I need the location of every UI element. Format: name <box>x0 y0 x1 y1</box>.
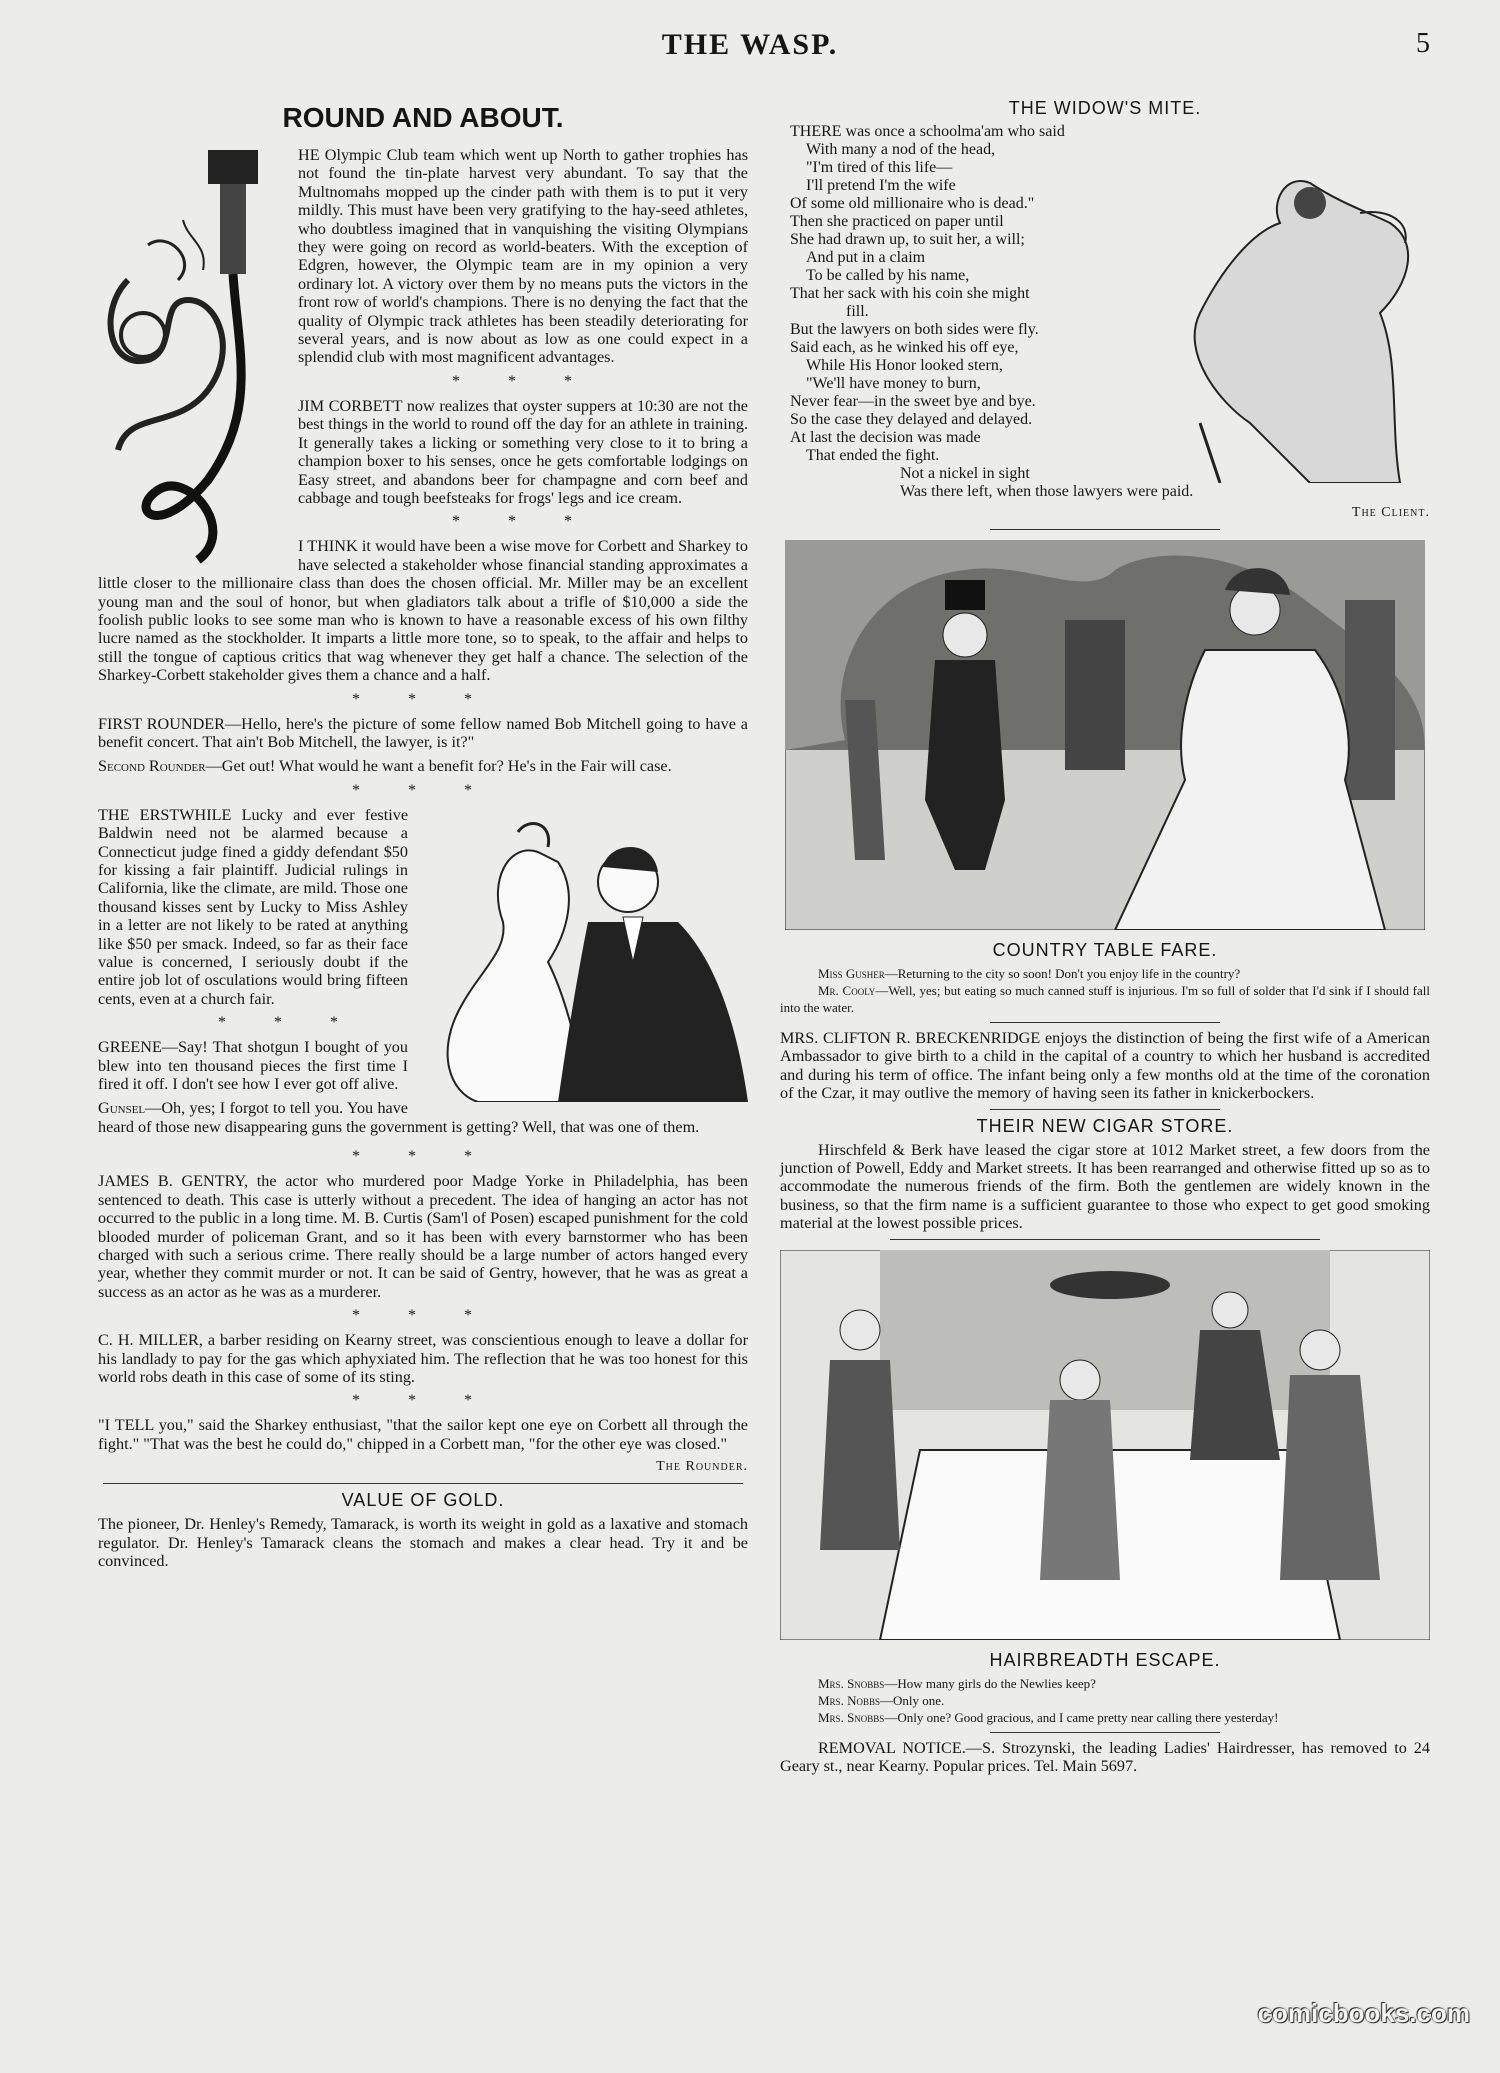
mrs-snobbs-speaker: Mrs. Snobbs <box>818 1675 885 1691</box>
kissing-couple-illustration <box>418 812 748 1102</box>
masthead <box>0 28 1500 68</box>
value-of-gold-body: The pioneer, Dr. Henley's Remedy, Tamarack, is worth its weight in gold as a laxative and stomach regulator. Dr. Henley's Tamarack cleans the stomach and makes a clear head. Try it and be convinced. <box>98 1515 748 1570</box>
watermark-logo: comicbooks.com <box>1257 1998 1470 2028</box>
divider <box>990 1109 1220 1110</box>
poem-line: I'll pretend I'm the wife <box>806 177 956 194</box>
divider <box>990 529 1220 530</box>
poem-line: With many a nod of the head, <box>806 141 996 158</box>
newspaper-title: THE WASP. <box>661 28 839 61</box>
greene-line: GREENE—Say! That shotgun I bought of you blew into ten thousand pieces the first time I fired it off. I don't see how I ever got off alive. <box>98 1038 408 1094</box>
widow-writing-illustration <box>1160 163 1430 483</box>
second-rounder-line <box>98 757 748 775</box>
gunsel-text: —Oh, yes; I forgot to tell you. You have heard of those new disappearing guns the government is getting? Well, that was one of them. <box>98 1099 700 1136</box>
poem-line: She had drawn up, to suit her, a will; <box>790 231 1025 248</box>
miss-gusher-line: —Returning to the city so soon! Don't you enjoy life in the country? <box>884 966 1241 981</box>
widows-mite-title: THE WIDOW'S MITE. <box>1008 98 1202 118</box>
poem-line: But the lawyers on both sides were fly. <box>790 321 1039 338</box>
gentry-paragraph: JAMES B. GENTRY, the actor who murdered poor Madge Yorke in Philadelphia, has been sentenced to death. This case is utterly without a precedent. The idea of hanging an actor has not occurred to the public in a long time. M. B. Curtis (Sam'l of Posen) escaped punishment for the cold blooded murder of policeman Grant, and so it has been with every barnstormer who has been charged with such a serious crime. There really should be a large number of actors hanged every year, whether they commit murder or not. It can be said of Gentry, however, that he was as great a success as an actor as he was as a murderer. <box>98 1172 748 1301</box>
separator-stars: * * * <box>352 1307 494 1325</box>
country-table-fare-dialog <box>780 965 1430 1016</box>
second-rounder-speaker: Second Rounder <box>98 757 206 776</box>
divider <box>990 1022 1220 1023</box>
hairbreadth-escape-caption: HAIRBREADTH ESCAPE. <box>989 1649 1221 1670</box>
dragon-drop-cap-illustration <box>88 150 288 570</box>
divider <box>990 1732 1220 1733</box>
miss-gusher-speaker: Miss Gusher <box>818 966 885 981</box>
separator-stars: * * * <box>352 1148 494 1166</box>
separator-stars: * * * <box>452 513 594 531</box>
separator-stars: * * * <box>352 1392 494 1410</box>
separator-stars: * * * <box>352 781 494 799</box>
country-table-fare-caption: COUNTRY TABLE FARE. <box>992 940 1218 960</box>
poem-line: And put in a claim <box>806 249 926 266</box>
cigar-store-title: THEIR NEW CIGAR STORE. <box>976 1115 1234 1136</box>
mrs-nobbs-line: —Only one. <box>879 1692 945 1708</box>
mrs-nobbs-speaker: Mrs. Nobbs <box>818 1692 880 1708</box>
poem-line: "I'm tired of this life— <box>806 159 953 176</box>
divider <box>103 1483 743 1484</box>
mrs-snobbs-line-1: —How many girls do the Newlies keep? <box>884 1675 1096 1691</box>
left-column <box>98 92 748 1576</box>
mr-cooly-line: —Well, yes; but eating so much canned stuff is injurious. I'm so full of solder that I'd sink if I should fall into the water. <box>780 983 1431 1015</box>
gunsel-speaker: Gunsel <box>98 1099 146 1118</box>
gunsel-line <box>98 1099 748 1136</box>
round-about-title: ROUND AND ABOUT. <box>282 102 564 133</box>
poem-line: To be called by his name, <box>806 267 970 284</box>
sharkey-paragraph: "I TELL you," said the Sharkey enthusiast, "that the sailor kept one eye on Corbett all through the fight." "That was the best he could do," chipped in a Corbett man, "for the other eye was closed." <box>98 1416 748 1453</box>
baldwin-paragraph: THE ERSTWHILE Lucky and ever festive Baldwin need not be alarmed because a Connecticut judge fined a giddy defendant $50 for kissing a fair plaintiff. Judicial rulings in California, like the climate, are mild. Those one thousand kisses sent by Lucky to Miss Ashley in a letter are not likely to be rated at anything like $50 per smack. Indeed, so far as their face value is concerned, I seriously doubt if the entire job lot of osculations would bring fifteen cents, even at a church fair. <box>98 805 408 1008</box>
cigar-store-body: Hirschfeld & Berk have leased the cigar store at 1012 Market street, a few doors from the junction of Powell, Eddy and Market streets. It has been rearranged and otherwise fitted up so as to accommodate the numerous friends of the firm. Both the gentlemen are widely known in the business, so that the firm name is a sufficient guarantee to those who expect to get good smoking material at the lowest possible prices. <box>780 1140 1430 1233</box>
poem-line: Never fear—in the sweet bye and bye. <box>790 393 1036 410</box>
corbett-suppers-paragraph: JIM CORBETT now realizes that oyster suppers at 10:30 are not the best things in the world to round off the day for an athlete in training. It generally takes a licking or something very close to it to bring a champion boxer to his senses, once he gets comfortable lodgings on Easy street, and abandons beer for champagne and corn beef and cabbage and tough beefsteaks for frogs' legs and ice cream. <box>298 396 748 507</box>
value-of-gold-title: VALUE OF GOLD. <box>341 1490 505 1511</box>
poem-line: So the case they delayed and delayed. <box>790 411 1033 428</box>
poem-line: Said each, as he winked his off eye, <box>790 339 1019 356</box>
olympic-paragraph: HE Olympic Club team which went up North to gather trophies has not found the tin-plate harvest very abundant. To say that the Multnomahs mopped up the cinder path with them is to put it very mildly. This must have been very gratifying to the hay-seed athletes, who doubtless imagined that in vanquishing the visiting Olympians they were going on record as world-beaters. With the exception of Edgren, however, the Olympic team are in my opinion a very ordinary lot. A victory over them by no means puts the victors in the front row of world's champions. There is no denying the fact that the quality of Olympic track athletes has been steadily deteriorating for several years, and is now about as low as one could expect in a splendid club with most magnificent advantages. <box>298 146 748 367</box>
second-rounder-text: —Get out! What would he want a benefit for? He's in the Fair will case. <box>205 757 672 776</box>
dinner-table-illustration <box>780 1250 1430 1640</box>
stakeholder-paragraph: I THINK it would have been a wise move for Corbett and Sharkey to have selected a stakeholder whose financial standing approximates a little closer to the millionaire class than does the chosen official. Mr. Miller may be an excellent young man and the soul of honor, but when gladiators talk about a trifle of $10,000 a side the foolish public looks to see some man who is known to have a reasonable excess of his own filthy lucre named as the stockholder. It imparts a little more tone, so to speak, to the affair and helps to still the tongue of captious critics that wag whenever they get half a chance. The selection of the Sharkey-Corbett stakeholder gives them a chance and a half. <box>98 537 748 685</box>
poem-line: fill. <box>846 303 869 320</box>
poem-line: Not a nickel in sight <box>900 465 1030 482</box>
mrs-snobbs-speaker: Mrs. Snobbs <box>818 1709 885 1725</box>
mrs-snobbs-line-2: —Only one? Good gracious, and I came pretty near calling there yesterday! <box>884 1709 1279 1725</box>
poem-line: That ended the fight. <box>806 447 940 464</box>
poem-line: While His Honor looked stern, <box>806 357 1003 374</box>
first-rounder-line: FIRST ROUNDER—Hello, here's the picture of some fellow named Bob Mitchell going to have a benefit concert. That ain't Bob Mitchell, the lawyer, is it?" <box>98 714 748 751</box>
hairbreadth-escape-dialog <box>780 1675 1430 1726</box>
miller-paragraph: C. H. MILLER, a barber residing on Kearny street, was conscientious enough to leave a dollar for his landlady to pay for the gas which aphyxiated him. The reflection that he was too honest for this world robs death in this case of some of its sting. <box>98 1331 748 1386</box>
removal-notice: REMOVAL NOTICE.—S. Strozynski, the leading Ladies' Hairdresser, has removed to 24 Geary st., near Kearny. Popular prices. Tel. Main 5697. <box>780 1738 1430 1776</box>
divider <box>890 1239 1320 1240</box>
rounder-signature: The Rounder. <box>656 1459 748 1475</box>
breckenridge-paragraph: MRS. CLIFTON R. BRECKENRIDGE enjoys the distinction of being the first wife of a American Ambassador to give birth to a child in the capital of a country to which her husband is accredited and during his term of office. The infant being only a few months old at the time of the coronation of the Czar, it may outlive the memory of having seen its father in knickerbockers. <box>780 1029 1430 1103</box>
client-signature: The Client. <box>1351 505 1430 520</box>
separator-stars: * * * <box>452 372 594 390</box>
separator-stars: * * * <box>218 1014 360 1032</box>
poem-line: At last the decision was made <box>790 429 981 446</box>
separator-stars: * * * <box>352 690 494 708</box>
country-couple-illustration <box>785 540 1425 930</box>
poem-line: "We'll have money to burn, <box>806 375 981 392</box>
mr-cooly-speaker: Mr. Cooly <box>818 983 876 998</box>
poem-line: Of some old millionaire who is dead." <box>790 195 1035 212</box>
poem-line: That her sack with his coin she might <box>790 285 1030 302</box>
poem-line: Then she practiced on paper until <box>790 213 1004 230</box>
page-number: 5 <box>1416 28 1430 59</box>
poem-line: THERE was once a schoolma'am who said <box>790 123 1065 140</box>
poem-line: Was there left, when those lawyers were paid. <box>900 483 1194 500</box>
right-column <box>780 92 1430 1781</box>
